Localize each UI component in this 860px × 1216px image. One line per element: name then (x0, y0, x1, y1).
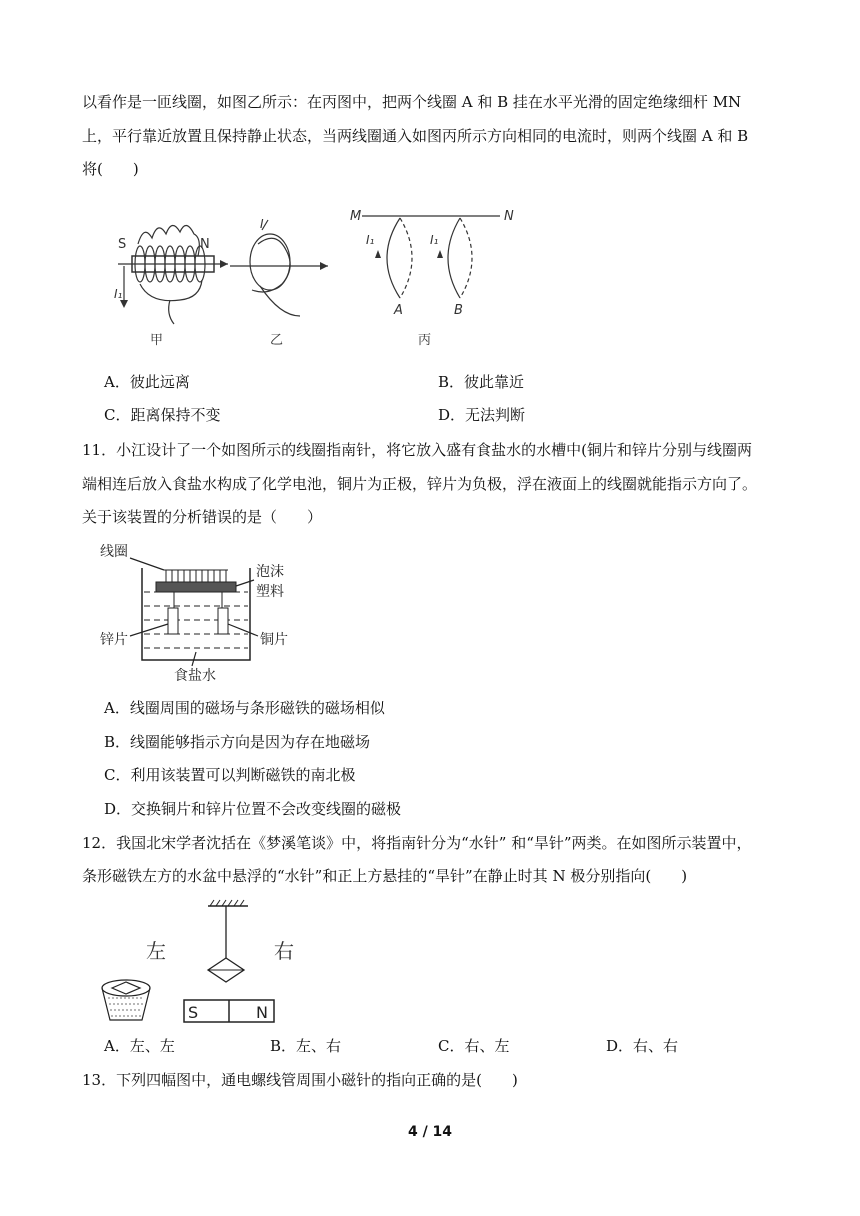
q12-option-b[interactable]: B．左、右 (270, 1037, 342, 1055)
fig-label-copper: 铜片 (260, 632, 288, 648)
fig-label-b: B (454, 303, 463, 318)
q10-option-a[interactable]: A．彼此远离 (104, 373, 190, 391)
q10-option-c[interactable]: C．距离保持不变 (104, 406, 221, 424)
solenoid-hand-drawing (118, 225, 228, 324)
q10-line-3: 将( ) (82, 160, 139, 178)
coil (164, 570, 228, 582)
foam-board (156, 582, 236, 592)
q12-option-a[interactable]: A．左、左 (104, 1037, 175, 1055)
fig-label-foam-1: 泡沫 (256, 564, 284, 580)
fig-label-i1-b: I₁ (430, 233, 439, 247)
fig-label-n2: N (504, 209, 514, 224)
q10-figure (110, 204, 530, 354)
zinc-plate (168, 608, 178, 634)
fig-label-n: N (200, 237, 210, 252)
fig-label-zinc: 锌片 (100, 632, 128, 648)
coil-b (448, 218, 472, 298)
q10-line-2: 上，平行靠近放置且保持静止状态，当两线圈通入如图丙所示方向相同的电流时，则两个线圈 A 和 B (82, 127, 749, 145)
q11-option-a[interactable]: A．线圈周围的磁场与条形磁铁的磁场相似 (104, 699, 385, 717)
q12-figure (96, 894, 306, 1028)
fig-label-i1-jia: I₁ (114, 287, 123, 301)
fig-label-s: S (118, 237, 127, 252)
q11-line-3: 关于该装置的分析错误的是（ ） (82, 508, 323, 526)
fig-caption-bing: 丙 (418, 333, 432, 348)
fig-label-coil: 线圈 (100, 544, 128, 560)
fig-label-i1-a: I₁ (366, 233, 375, 247)
fig-label-foam-2: 塑料 (256, 584, 284, 600)
fig-label-left: 左 (146, 939, 166, 963)
q11-option-d[interactable]: D．交换铜片和锌片位置不会改变线圈的磁极 (104, 800, 402, 818)
fig-caption-yi: 乙 (270, 333, 284, 348)
q12-line-1: 12．我国北宋学者沈括在《梦溪笔谈》中，将指南针分为“水针” 和“旱针”两类。在如图所示装置中， (82, 834, 752, 852)
q11-option-b[interactable]: B．线圈能够指示方向是因为存在地磁场 (104, 733, 371, 751)
q11-figure (100, 540, 310, 688)
q11-line-2: 端相连后放入食盐水构成了化学电池，铜片为正极，锌片为负极，浮在液面上的线圈就能指示方向了。 (82, 475, 758, 493)
fig-label-m: M (350, 209, 362, 224)
fig-label-i-yi: I (260, 217, 264, 231)
fig-label-a: A (394, 303, 403, 318)
q11-option-c[interactable]: C．利用该装置可以判断磁铁的南北极 (104, 766, 356, 784)
fig-label-right: 右 (274, 939, 294, 963)
fig-label-salt: 食盐水 (174, 668, 216, 684)
page-number: 4 / 14 (407, 1124, 453, 1140)
fig-caption-jia: 甲 (150, 333, 164, 348)
q10-option-b[interactable]: B．彼此靠近 (438, 373, 525, 391)
coil-a (387, 218, 412, 298)
q12-option-d[interactable]: D．右、右 (606, 1037, 679, 1055)
q12-line-2: 条形磁铁左方的水盆中悬浮的“水针”和正上方悬挂的“旱针”在静止时其 N 极分别指向( ) (82, 867, 688, 885)
fig-label-magnet-s: S (188, 1003, 199, 1022)
loop-hand-drawing (230, 220, 328, 316)
fig-label-magnet-n: N (256, 1003, 268, 1022)
q13-line-1: 13．下列四幅图中，通电螺线管周围小磁针的指向正确的是( ) (82, 1071, 518, 1089)
copper-plate (218, 608, 228, 634)
q12-option-c[interactable]: C．右、左 (438, 1037, 510, 1055)
water-basin (102, 980, 150, 1020)
q10-line-1: 以看作是一匝线圈，如图乙所示：在丙图中，把两个线圈 A 和 B 挂在水平光滑的固定绝缘细杆 MN (82, 93, 742, 111)
q10-option-d[interactable]: D．无法判断 (438, 406, 526, 424)
q11-line-1: 11．小江设计了一个如图所示的线圈指南针，将它放入盛有食盐水的水槽中(铜片和锌片分别与线圈两 (82, 441, 752, 459)
